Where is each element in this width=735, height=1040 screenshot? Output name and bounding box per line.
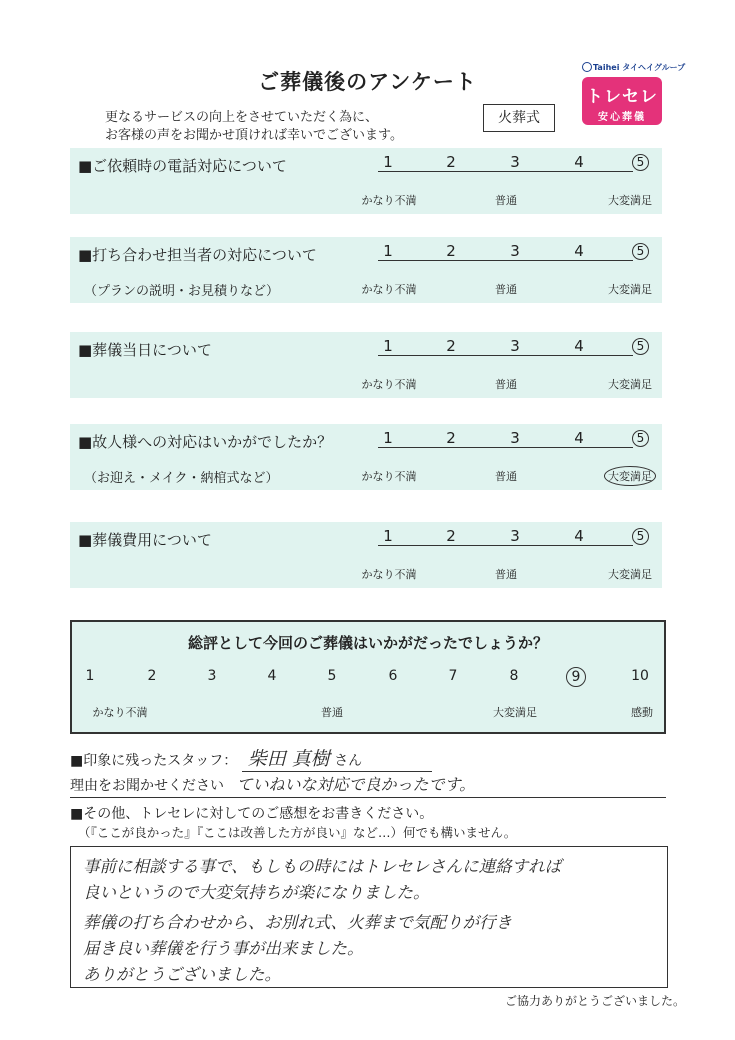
ceremony-type-box: 火葬式 xyxy=(483,104,555,132)
overall-option[interactable]: 7 xyxy=(448,668,458,684)
question-title: ■故人様への対応はいかがでしたか？ xyxy=(78,433,333,451)
question-title: ■ご依頼時の電話対応について xyxy=(78,157,287,175)
rating-option[interactable]: 4 xyxy=(574,429,584,447)
scale-label-high: 大変満足 xyxy=(604,466,656,486)
overall-option-selected[interactable]: 9 xyxy=(566,667,586,687)
scale-label-low: かなり不満 xyxy=(361,378,417,391)
rating-option-selected[interactable]: 5 xyxy=(632,430,649,447)
staff-suffix: さん xyxy=(334,753,363,769)
overall-title: 総評として今回のご葬儀はいかがだったでしょうか？ xyxy=(187,634,548,652)
overall-rating-box xyxy=(70,620,666,734)
rating-option[interactable]: 3 xyxy=(510,153,520,171)
scale-label-low: かなり不満 xyxy=(361,470,417,483)
rating-option[interactable]: 4 xyxy=(574,527,584,545)
rating-scale-line xyxy=(378,447,633,448)
overall-option[interactable]: 10 xyxy=(631,668,649,684)
question-box xyxy=(70,148,662,214)
intro-line-1: 更なるサービスの向上をさせていただく為に、 xyxy=(105,110,379,125)
rating-option[interactable]: 2 xyxy=(446,429,456,447)
scale-label-mid: 普通 xyxy=(495,194,517,207)
rating-option[interactable]: 4 xyxy=(574,242,584,260)
rating-option[interactable]: 1 xyxy=(383,242,393,260)
scale-label-low: かなり不満 xyxy=(361,283,417,296)
overall-option[interactable]: 8 xyxy=(509,668,519,684)
rating-option[interactable]: 3 xyxy=(510,242,520,260)
rating-option[interactable]: 2 xyxy=(446,337,456,355)
reason-text: ていねいな対応で良かったです。 xyxy=(236,775,476,794)
scale-label-mid: 普通 xyxy=(495,470,517,483)
brand-logo xyxy=(582,62,686,125)
scale-label-low: かなり不満 xyxy=(361,568,417,581)
overall-label-top: 感動 xyxy=(631,706,653,719)
question-box xyxy=(70,522,662,588)
rating-scale-line xyxy=(378,260,633,261)
rating-option[interactable]: 1 xyxy=(383,527,393,545)
rating-option-selected[interactable]: 5 xyxy=(632,528,649,545)
question-title: ■葬儀当日について xyxy=(78,341,212,359)
scale-label-low: かなり不満 xyxy=(361,194,417,207)
rating-option[interactable]: 4 xyxy=(574,337,584,355)
question-box xyxy=(70,237,662,303)
staff-row xyxy=(70,744,432,772)
scale-label-high: 大変満足 xyxy=(608,283,652,296)
thanks-note: ご協力ありがとうございました。 xyxy=(504,994,685,1008)
overall-option[interactable]: 5 xyxy=(327,668,337,684)
logo-group-name: Taihei タイヘイグループ xyxy=(593,63,686,72)
rating-option[interactable]: 1 xyxy=(383,429,393,447)
overall-label-mid: 普通 xyxy=(321,706,343,719)
rating-option[interactable]: 3 xyxy=(510,337,520,355)
scale-label-mid: 普通 xyxy=(495,378,517,391)
overall-option[interactable]: 4 xyxy=(267,668,277,684)
rating-option-selected[interactable]: 5 xyxy=(632,243,649,260)
comment-line-4: 届き良い葬儀を行う事が出来ました。 xyxy=(83,939,364,958)
logo-badge xyxy=(582,77,662,125)
staff-name: 柴田 真樹 xyxy=(247,748,330,770)
rating-option[interactable]: 1 xyxy=(383,337,393,355)
comments-subheading: （『ここが良かった』『ここは改善した方が良い』など…）何でも構いません。 xyxy=(78,825,517,840)
logo-sub: 安心葬儀 xyxy=(598,112,646,123)
comment-line-5: ありがとうございました。 xyxy=(83,965,281,984)
question-title: ■打ち合わせ担当者の対応について xyxy=(78,246,317,264)
question-box xyxy=(70,424,662,490)
reason-row xyxy=(70,772,666,798)
scale-label-mid: 普通 xyxy=(495,283,517,296)
question-subtitle: （プランの説明・お見積りなど） xyxy=(84,284,280,299)
page-title: ご葬儀後のアンケート xyxy=(258,70,477,94)
overall-label-high: 大変満足 xyxy=(493,706,537,719)
comment-line-3: 葬儀の打ち合わせから、お別れ式、火葬まで気配りが行き xyxy=(83,913,512,932)
rating-option[interactable]: 2 xyxy=(446,242,456,260)
scale-label-high: 大変満足 xyxy=(608,194,652,207)
question-box xyxy=(70,332,662,398)
intro-line-2: お客様の声をお聞かせ頂ければ幸いでございます。 xyxy=(105,128,403,143)
rating-option[interactable]: 2 xyxy=(446,153,456,171)
rating-option[interactable]: 3 xyxy=(510,429,520,447)
rating-scale-line xyxy=(378,355,633,356)
scale-label-mid: 普通 xyxy=(495,568,517,581)
rating-scale-line xyxy=(378,545,633,546)
comment-line-1: 事前に相談する事で、もしもの時にはトレセレさんに連絡すれば xyxy=(83,857,562,876)
rating-option-selected[interactable]: 5 xyxy=(632,338,649,355)
comments-box xyxy=(70,846,668,988)
logo-brand: トレセレ xyxy=(586,87,658,107)
taihei-mark-icon xyxy=(582,62,592,72)
rating-option[interactable]: 2 xyxy=(446,527,456,545)
question-title: ■葬儀費用について xyxy=(78,531,212,549)
scale-label-high: 大変満足 xyxy=(608,568,652,581)
staff-label: ■印象に残ったスタッフ： xyxy=(70,753,238,769)
question-subtitle: （お迎え・メイク・納棺式など） xyxy=(84,471,279,486)
reason-label: 理由をお聞かせください xyxy=(70,778,224,794)
rating-option[interactable]: 1 xyxy=(383,153,393,171)
rating-option[interactable]: 4 xyxy=(574,153,584,171)
comments-heading: ■その他、トレセレに対してのご感想をお書きください。 xyxy=(70,806,434,822)
overall-option[interactable]: 3 xyxy=(207,668,217,684)
rating-option[interactable]: 3 xyxy=(510,527,520,545)
overall-option[interactable]: 6 xyxy=(388,668,398,684)
overall-option[interactable]: 2 xyxy=(147,668,157,684)
overall-option[interactable]: 1 xyxy=(85,668,95,684)
scale-label-high: 大変満足 xyxy=(608,378,652,391)
overall-label-low: かなり不満 xyxy=(92,706,148,719)
comment-line-2: 良いというので大変気持ちが楽になりました。 xyxy=(83,883,430,902)
rating-option-selected[interactable]: 5 xyxy=(632,154,649,171)
rating-scale-line xyxy=(378,171,633,172)
